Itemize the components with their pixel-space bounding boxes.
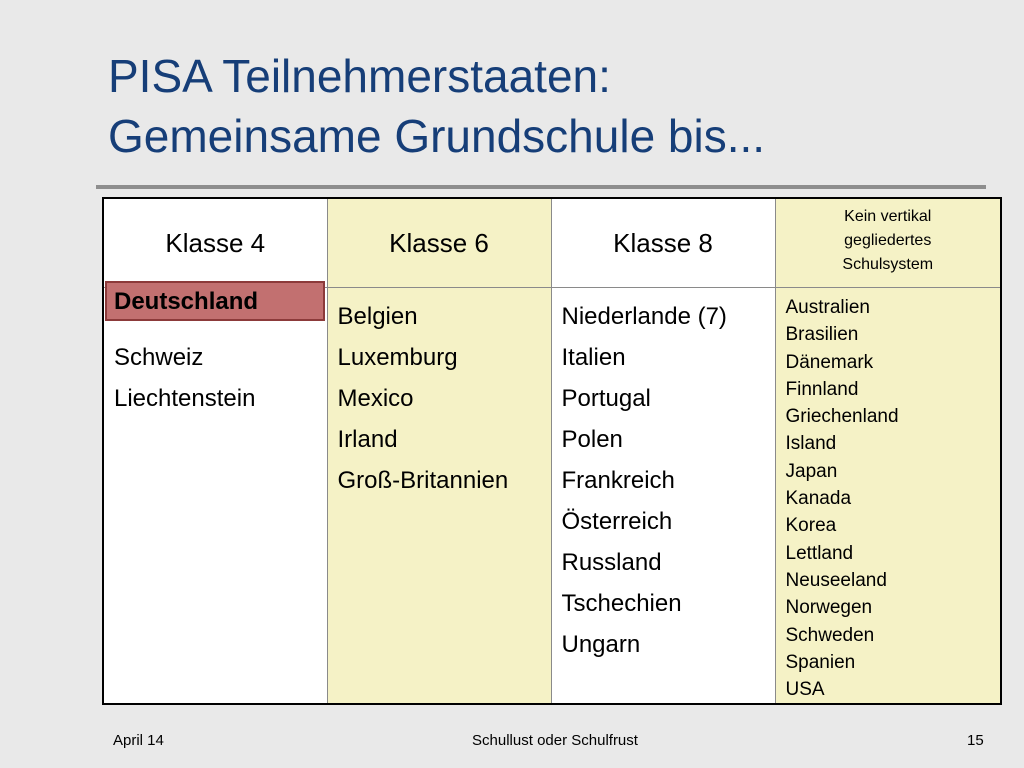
klasse-8-item: Ungarn bbox=[561, 631, 641, 658]
no-vertical-item: Norwegen bbox=[785, 597, 873, 619]
header-klasse-6: Klasse 6 bbox=[327, 198, 551, 288]
klasse-8-item: Frankreich bbox=[561, 467, 675, 494]
pisa-countries-table bbox=[102, 197, 1002, 705]
klasse-6-item: Irland bbox=[337, 426, 398, 453]
no-vertical-item: Lettland bbox=[785, 542, 854, 564]
no-vertical-item: Korea bbox=[785, 515, 837, 537]
klasse-8-item: Österreich bbox=[561, 508, 673, 535]
column-klasse-4 bbox=[103, 288, 327, 705]
column-klasse-8 bbox=[551, 288, 775, 705]
header-no-vertical-line-2: gegliedertes bbox=[844, 232, 932, 249]
no-vertical-item: Dänemark bbox=[785, 351, 874, 373]
no-vertical-item: Neuseeland bbox=[785, 569, 887, 591]
no-vertical-item: Finnland bbox=[785, 378, 859, 400]
klasse-6-list bbox=[328, 288, 551, 501]
no-vertical-item: Australien bbox=[785, 297, 870, 318]
no-vertical-item: Japan bbox=[785, 460, 838, 482]
header-klasse-8: Klasse 8 bbox=[551, 198, 775, 288]
klasse-8-item: Italien bbox=[561, 344, 626, 371]
header-no-vertical-system bbox=[775, 198, 1001, 288]
klasse-8-item: Portugal bbox=[561, 385, 651, 412]
footer-date: April 14 bbox=[113, 732, 164, 749]
footer-title: Schullust oder Schulfrust bbox=[472, 732, 638, 749]
klasse-6-item: Belgien bbox=[337, 303, 418, 330]
header-no-vertical-line-1: Kein vertikal bbox=[844, 208, 932, 225]
column-no-vertical-system bbox=[775, 288, 1001, 705]
deutschland-highlight: Deutschland bbox=[105, 281, 325, 321]
header-klasse-4: Klasse 4 bbox=[103, 198, 327, 288]
slide-title bbox=[108, 46, 988, 166]
no-vertical-item: USA bbox=[785, 679, 825, 701]
klasse-8-item: Polen bbox=[561, 426, 623, 453]
footer-page-number: 15 bbox=[967, 732, 984, 749]
header-no-vertical-line-3: Schulsystem bbox=[842, 256, 934, 273]
table-body-row bbox=[103, 288, 1001, 705]
no-vertical-item: Kanada bbox=[785, 488, 852, 510]
no-vertical-item: Spanien bbox=[785, 651, 856, 673]
no-vertical-item: Island bbox=[785, 433, 837, 455]
title-divider bbox=[96, 185, 986, 189]
klasse-8-list bbox=[552, 288, 775, 665]
klasse-8-item: Niederlande (7) bbox=[561, 303, 727, 330]
no-vertical-item: Brasilien bbox=[785, 324, 859, 346]
no-vertical-item: Griechenland bbox=[785, 406, 899, 428]
klasse-4-item: Liechtenstein bbox=[114, 385, 256, 412]
klasse-6-item: Groß-Britannien bbox=[337, 467, 509, 494]
table-header-row bbox=[103, 198, 1001, 288]
slide-title-line-1: PISA Teilnehmerstaaten: bbox=[108, 50, 611, 102]
klasse-6-item: Mexico bbox=[337, 385, 414, 412]
no-vertical-system-list bbox=[776, 288, 1001, 703]
klasse-8-item: Russland bbox=[561, 549, 662, 576]
klasse-8-item: Tschechien bbox=[561, 590, 682, 617]
slide-title-line-2: Gemeinsame Grundschule bis... bbox=[108, 110, 766, 162]
klasse-6-item: Luxemburg bbox=[337, 344, 458, 371]
no-vertical-item: Schweden bbox=[785, 624, 875, 646]
column-klasse-6 bbox=[327, 288, 551, 705]
klasse-4-item: Schweiz bbox=[114, 344, 204, 371]
